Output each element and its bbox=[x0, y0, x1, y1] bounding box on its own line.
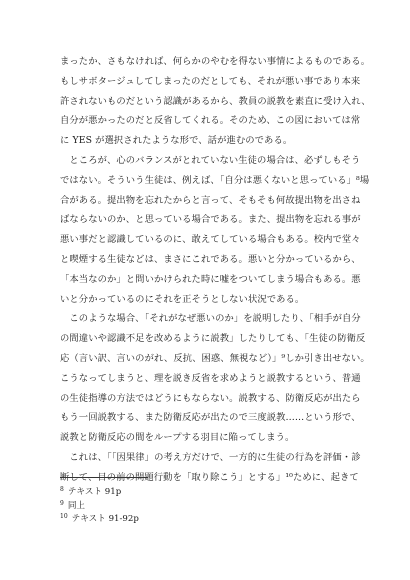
body-line: こうなってしまうと、理を説き反省を求めようと説教するという、普通 bbox=[60, 372, 361, 384]
footnote-divider bbox=[60, 477, 148, 478]
footnote-number: 8 bbox=[60, 486, 64, 493]
body-line: このような場合、「それがなぜ悪いのか」を説明したり、「相手が自分 bbox=[60, 313, 361, 325]
body-line: と喫煙する生徒などは、まさにこれである。悪いと分かっているから、 bbox=[60, 253, 361, 265]
body-line: の間違いや認識不足を改めるように説教」したりしても、「生徒の防衛反 bbox=[60, 333, 366, 345]
body-line: 合がある。提出物を忘れたからと言って、そもそも何故提出物を出さね bbox=[60, 194, 361, 206]
body-line: 許されないものだという認識があるから、教員の説教を素直に受け入れ、 bbox=[60, 95, 371, 107]
body-line: 説教と防衛反応の間をループする羽目に陥ってしまう。 bbox=[60, 432, 295, 444]
body-line: 自分が悪かったのだと反省してくれる。そのため、この図においては常 bbox=[60, 115, 361, 127]
body-line: いと分かっているのにそれを正そうとしない状況である。 bbox=[60, 293, 305, 305]
footnote-number: 9 bbox=[60, 499, 64, 507]
body-line: もしサボタージュしてしまったのだとしても、それが悪い事であり本来 bbox=[60, 75, 361, 87]
body-text bbox=[60, 52, 371, 488]
footnote-text: テキスト 91p bbox=[67, 487, 122, 497]
body-line: ばならないのか、と思っている場合である。また、提出物を忘れる事が bbox=[60, 214, 361, 226]
body-line: これは、「「因果律」の考え方だけで、一方的に生徒の行為を評価・診 bbox=[60, 451, 361, 463]
footnote-text: テキスト 91-92p bbox=[71, 514, 139, 524]
body-line: 「本当なのか」と問いかけられた時に嘘をついてしまう場合もある。悪 bbox=[60, 273, 361, 285]
body-line: の生徒指導の方法ではどうにもならない。説教する、防衛反応が出たら bbox=[60, 392, 361, 404]
footnote bbox=[60, 510, 139, 524]
footnotes bbox=[60, 483, 139, 524]
footnote bbox=[60, 483, 139, 497]
body-line: ではない。そういう生徒は、例えば、「自分は悪くないと思っている」⁸場 bbox=[60, 174, 370, 186]
body-line: 悪い事だと認識しているのに、敢えてしている場合もある。校内で堂々 bbox=[60, 234, 361, 246]
footnote bbox=[60, 497, 139, 511]
body-line: 応（言い訳、言いのがれ、反抗、困惑、無視など）」⁹しか引き出せない。 bbox=[60, 352, 370, 364]
footnote-number: 10 bbox=[60, 513, 68, 520]
footnote-text: 同上 bbox=[67, 500, 86, 511]
body-line: もう一回説教する、また防衛反応が出たので三度説教……という形で、 bbox=[60, 412, 361, 424]
body-line: まったか、さもなければ、何らかのやむを得ない事情によるものである。 bbox=[60, 56, 371, 67]
body-line: ところが、心のバランスがとれていない生徒の場合は、必ずしもそう bbox=[60, 154, 361, 166]
body-line: 断して、目の前の問題行動を「取り除こう」とする」¹⁰ために、起きて bbox=[60, 471, 359, 483]
body-line: に YES が選択されたような形で、話が進むのである。 bbox=[60, 135, 293, 147]
